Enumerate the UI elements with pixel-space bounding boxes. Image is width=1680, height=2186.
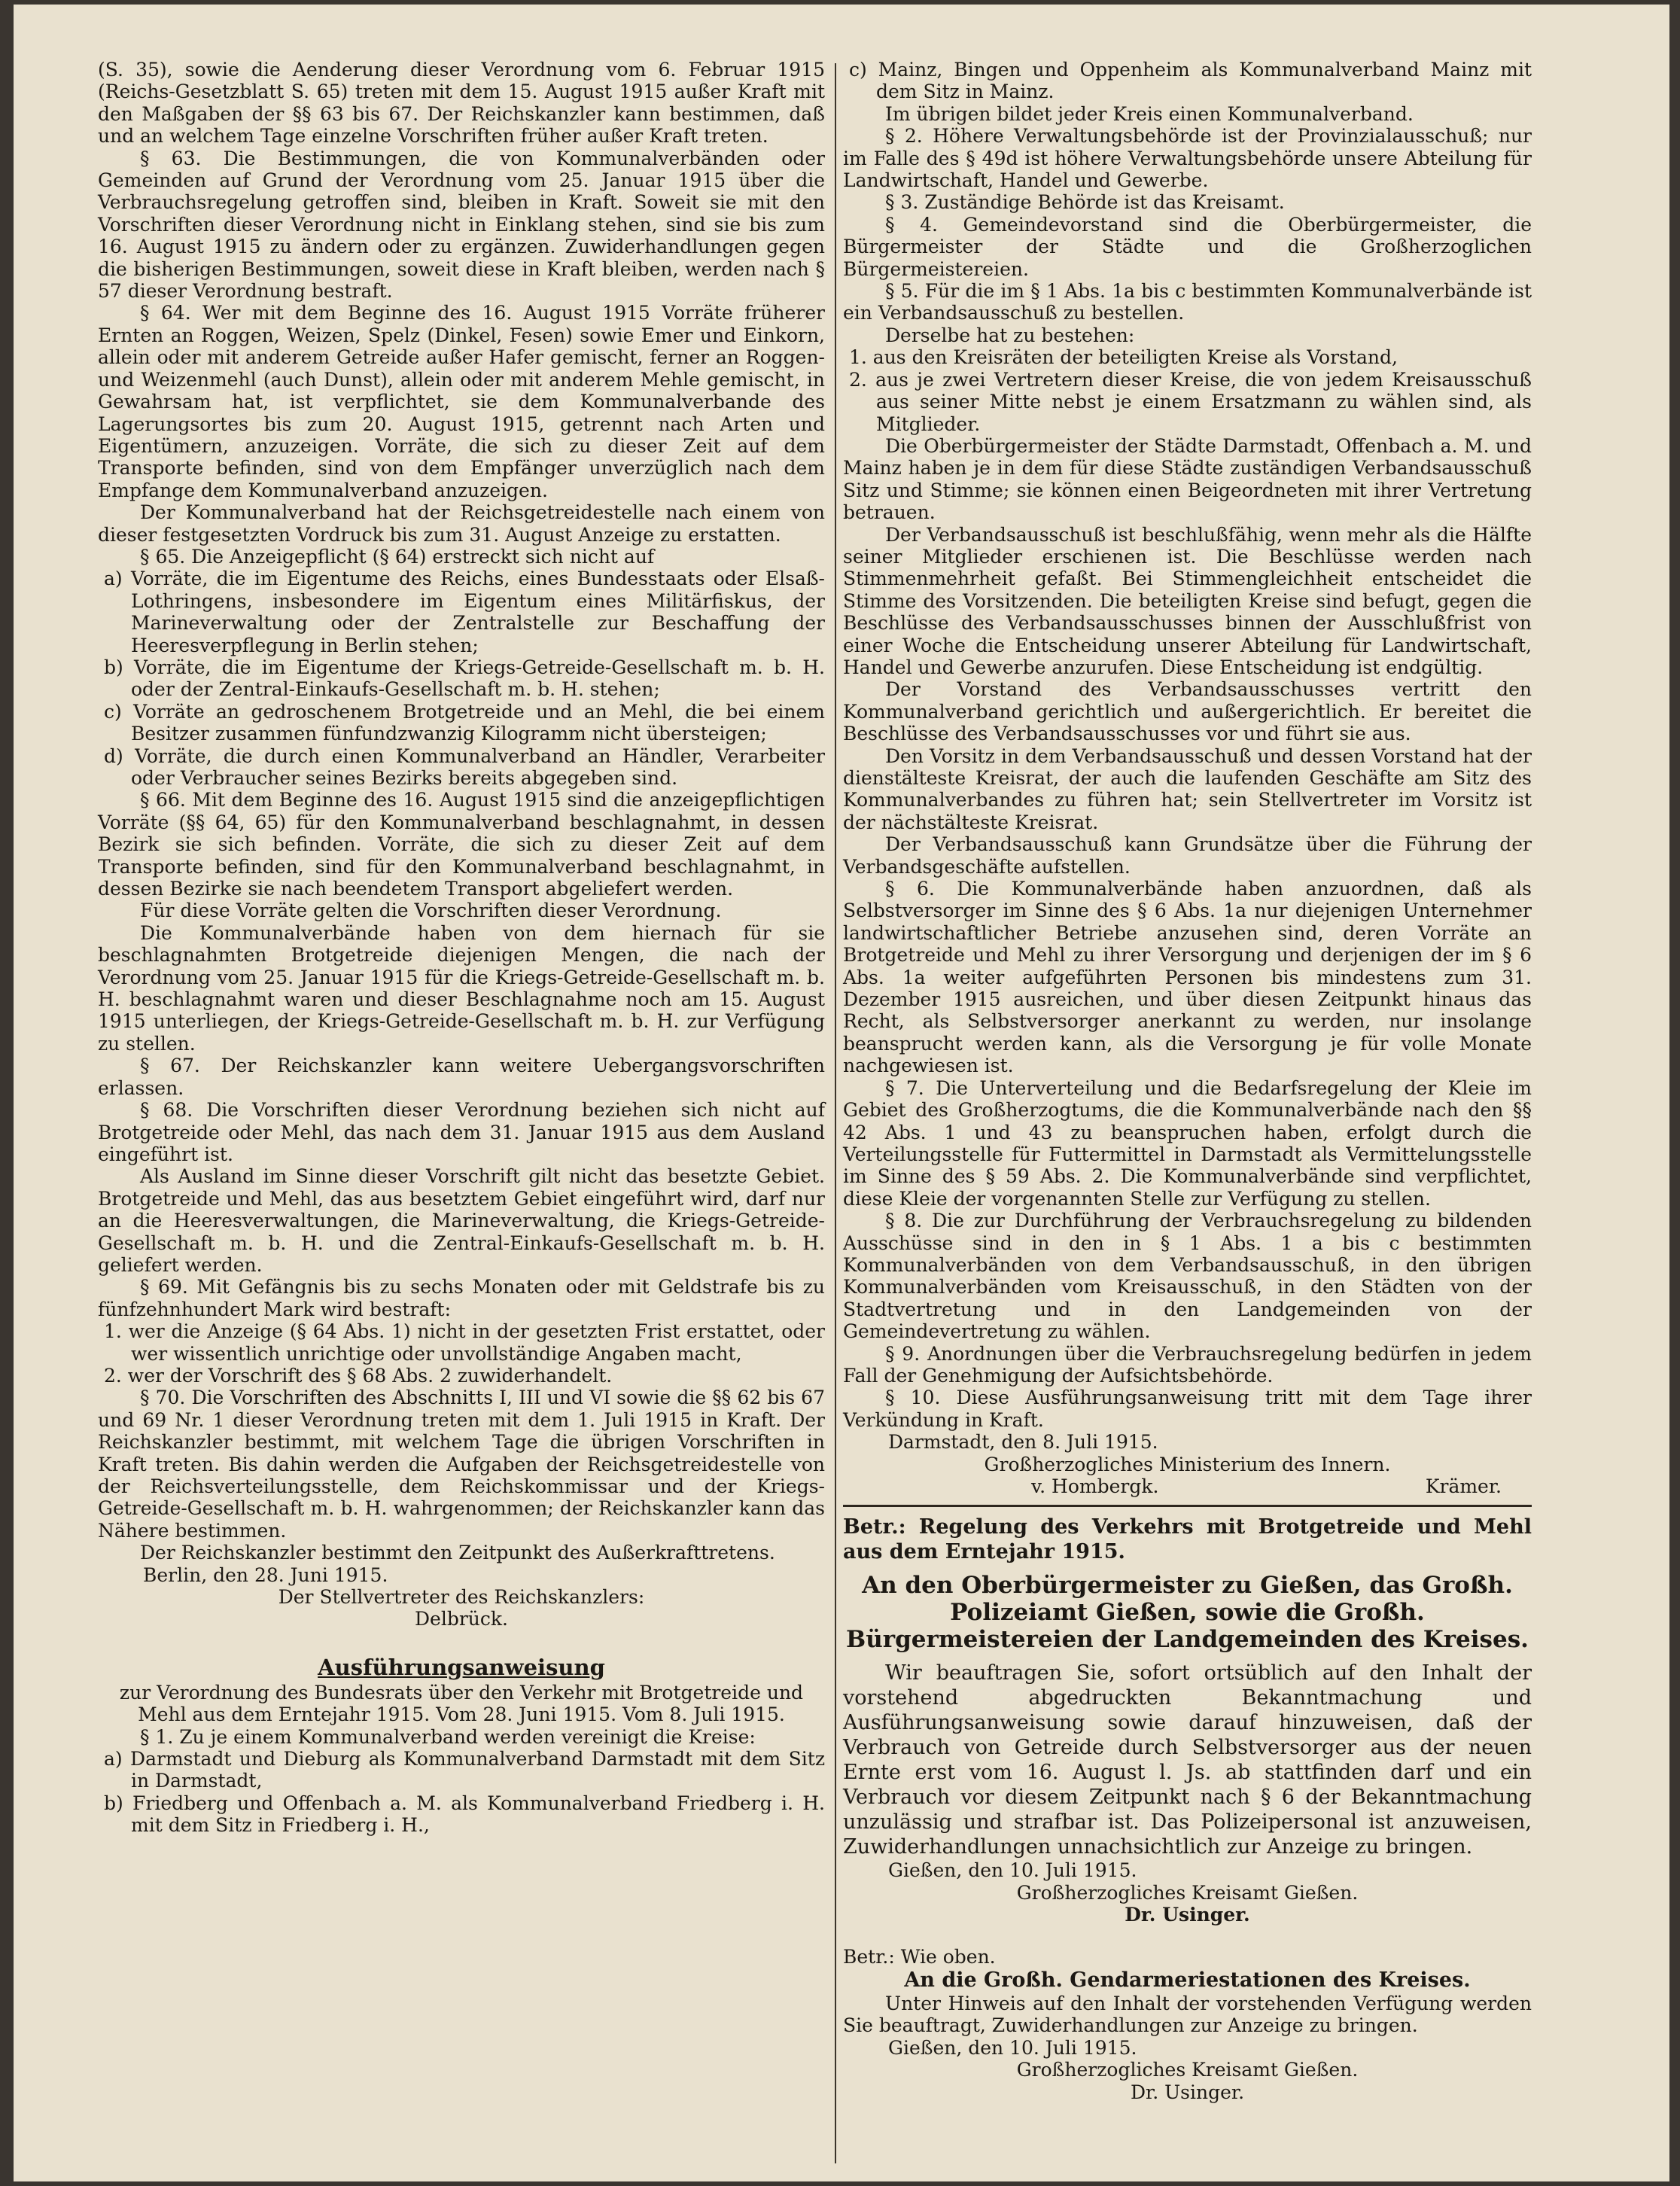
paragraph-68: § 68. Die Vorschriften dieser Verordnung beziehen sich nicht auf Brotgetreide oder Mehl, das nach dem 31. Januar 1915 aus dem Ausland eingeführt ist. xyxy=(98,1099,825,1165)
paragraph-a5g: Der Verbandsausschuß kann Grundsätze über die Führung der Verbandsgeschäfte aufstellen. xyxy=(843,833,1532,878)
paragraph-63: § 63. Die Bestimmungen, die von Kommunalverbänden oder Gemeinden auf Grund der Verordnung vom 25. Januar 1915 über die Verbrauchsregelung getroffen sind, bleiben in Kraft. Soweit sie mit den Vorschriften dieser Verordnung nicht in Einklang stehen, sind sie bis zum 16. August 1915 zu ändern oder zu ergänzen. Zuwiderhandlungen gegen die bisherigen Bestimmungen, soweit diese in Kraft bleiben, werden nach § 57 dieser Verordnung bestraft. xyxy=(98,147,825,303)
paragraph-70: § 70. Die Vorschriften des Abschnitts I, III und VI sowie die §§ 62 bis 67 und 69 Nr. 1 dieser Verordnung treten mit dem 1. Juli 1915 in Kraft. Der Reichskanzler bestimmt, mit welchem Tage die übrigen Vorschriften in Kraft treten. Bis dahin werden die Aufgaben der Reichsgetreidestelle von der Reichsverteilungsstelle, dem Reichskommissar und der Kriegs-Getreide-Gesellschaft m. b. H. wahrgenommen; der Reichskanzler kann das Nähere bestimmen. xyxy=(98,1387,825,1542)
list-item-69-1: 1. wer die Anzeige (§ 64 Abs. 1) nicht in der gesetzten Frist erstattet, oder wer wissentlich unrichtige oder unvollständige Angaben macht, xyxy=(104,1320,825,1365)
paragraph-a8: § 8. Die zur Durchführung der Verbrauchsregelung zu bildenden Ausschüsse sind in den in § 1 Abs. 1 a bis c bestimmten Kommunalverbänden von dem Verbandsausschuß, in den übrigen Kommunalverbänden vom Kreisausschuß, in den Städten von der Stadtvertretung und in den Landgemeinden von der Gemeindevertretung zu wählen. xyxy=(843,1210,1532,1343)
paragraph-66-b: Für diese Vorräte gelten die Vorschriften dieser Verordnung. xyxy=(140,900,722,922)
paragraph-65: § 65. Die Anzeigepflicht (§ 64) erstreckt sich nicht auf xyxy=(140,545,655,568)
list-item-65a: a) Vorräte, die im Eigentume des Reichs, eines Bundesstaats oder Elsaß-Lothringens, insbesondere im Eigentum eines Militärfiskus, der Marineverwaltung oder der Zentralstelle zur Beschaffung der Heeresverpflegung in Berlin stehen; xyxy=(104,568,825,656)
right-column xyxy=(843,59,1532,2103)
paragraph-64-b: Der Kommunalverband hat der Reichsgetreidestelle nach einem von dieser festgesetzten Vordruck bis zum 31. August Anzeige zu erstatten. xyxy=(98,501,825,546)
signature-hombergk: v. Hombergk. xyxy=(1031,1475,1159,1497)
order-body-1: Wir beauftragen Sie, sofort ortsüblich auf den Inhalt der vorstehend abgedruckten Bekanntmachung und Ausführungsanweisung sowie darauf hinzuweisen, daß der Verbrauch von Getreide durch Selbstversorger aus der neuen Ernte erst vom 16. August l. Js. ab stattfinden darf und ein Verbrauch vor diesem Zeitpunkt nach § 6 der Bekanntmachung unzulässig und strafbar ist. Das Polizeipersonal ist anzuweisen, Zuwiderhandlungen unnachsichtlich zur Anzeige zu bringen. xyxy=(843,1661,1532,1859)
subject-line-2: Betr.: Wie oben. xyxy=(843,1945,996,1968)
left-column xyxy=(98,59,825,1837)
addressee-1: An den Oberbürgermeister zu Gießen, das Großh. Polizeiamt Gießen, sowie die Großh. Bürgermeistereien der Landgemeinden des Kreises. xyxy=(846,1572,1529,1654)
date-giessen-1: Gießen, den 10. Juli 1915. xyxy=(888,1859,1137,1882)
paragraph-a3: § 3. Zuständige Behörde ist das Kreisamt. xyxy=(885,191,1285,214)
spacer xyxy=(843,1564,1532,1572)
ministry-name: Großherzogliches Ministerium des Innern. xyxy=(984,1453,1391,1475)
paragraph-a5e: Der Vorstand des Verbandsausschusses vertritt den Kommunalverband gerichtlich und außergerichtlich. Er bereitet die Beschlüsse des Verbandsausschusses vor und führt sie aus. xyxy=(843,678,1532,745)
paragraph-a5: § 5. Für die im § 1 Abs. 1a bis c bestimmten Kommunalverbände ist ein Verbandsausschuß zu bestellen. xyxy=(843,280,1532,324)
paragraph-a2: § 2. Höhere Verwaltungsbehörde ist der Provinzialausschuß; nur im Falle des § 49d ist höhere Verwaltungsbehörde unsere Abteilung für Landwirtschaft, Handel und Gewerbe. xyxy=(843,125,1532,192)
date-giessen-2: Gießen, den 10. Juli 1915. xyxy=(888,2036,1137,2059)
list-item-69-2: 2. wer der Vorschrift des § 68 Abs. 2 zuwiderhandelt. xyxy=(104,1364,613,1387)
list-item-a1c: c) Mainz, Bingen und Oppenheim als Kommunalverband Mainz mit dem Sitz in Mainz. xyxy=(849,59,1532,103)
paragraph-a7: § 7. Die Unterverteilung und die Bedarfsregelung der Kleie im Gebiet des Großherzogtums, die die Kommunalverbände nach den §§ 42 Abs. 1 und 43 zu beanspruchen haben, erfolgt durch die Verteilungsstelle für Futtermittel in Darmstadt als Vermittelungsstelle im Sinne des § 59 Abs. 2. Die Kommunalverbände sind verpflichtet, diese Kleie der vorgenannten Stelle zur Verfügung zu stellen. xyxy=(843,1076,1532,1210)
signatures xyxy=(843,1475,1532,1497)
order-body-2: Unter Hinweis auf den Inhalt der vorstehenden Verfügung werden Sie beauftragt, Zuwiderhandlungen zur Anzeige zu bringen. xyxy=(843,1993,1532,2037)
spacer xyxy=(843,1653,1532,1661)
list-item-65d: d) Vorräte, die durch einen Kommunalverband an Händler, Verarbeiter oder Verbraucher seines Bezirks bereits abgegeben sind. xyxy=(104,744,825,789)
list-item-65c: c) Vorräte an gedroschenem Brotgetreide und an Mehl, die bei einem Besitzer zusammen fünfundzwanzig Kilogramm nicht übersteigen; xyxy=(104,700,825,745)
paragraph-68-b: Als Ausland im Sinne dieser Vorschrift gilt nicht das besetzte Gebiet. Brotgetreide und Mehl, das aus besetztem Gebiet eingeführt wird, darf nur an die Heeresverwaltungen, die Marineverwaltung, die Kriegs-Getreide-Gesellschaft m. b. H. und die Zentral-Einkaufs-Gesellschaft m. b. H. geliefert werden. xyxy=(98,1165,825,1276)
paragraph-a4: § 4. Gemeindevorstand sind die Oberbürgermeister, die Bürgermeister der Städte und die Großherzoglichen Bürgermeistereien. xyxy=(843,213,1532,280)
paragraph-a5b: Derselbe hat zu bestehen: xyxy=(885,324,1135,346)
office-name-2: Großherzogliches Kreisamt Gießen. xyxy=(1016,2059,1359,2081)
list-item-a1a: a) Darmstadt und Dieburg als Kommunalverband Darmstadt mit dem Sitz in Darmstadt, xyxy=(104,1748,825,1792)
spacer xyxy=(843,1926,1532,1946)
list-item-65b: b) Vorräte, die im Eigentume der Kriegs-Getreide-Gesellschaft m. b. H. oder der Zentral-Einkaufs-Gesellschaft m. b. H. stehen; xyxy=(104,656,825,701)
paragraph-a5f: Den Vorsitz in dem Verbandsausschuß und dessen Vorstand hat der dienstälteste Kreisrat, der auch die laufenden Geschäfte am Sitz des Kommunalverbandes zu führen hat; sein Stellvertreter im Vorsitz ist der nächstälteste Kreisrat. xyxy=(843,744,1532,833)
paragraph-62-end: (S. 35), sowie die Aenderung dieser Verordnung vom 6. Februar 1915 (Reichs-Gesetzblatt S. 65) treten mit dem 15. August 1915 außer Kraft mit den Maßgaben der §§ 63 bis 67. Der Reichskanzler kann bestimmen, daß und an welchem Tage einzelne Vorschriften früher außer Kraft treten. xyxy=(98,59,825,148)
newspaper-page xyxy=(14,5,1669,2181)
list-item-a1b: b) Friedberg und Offenbach a. M. als Kommunalverband Friedberg i. H. mit dem Sitz in Friedberg i. H., xyxy=(104,1792,825,1837)
paragraph-a1d: Im übrigen bildet jeder Kreis einen Kommunalverband. xyxy=(885,102,1414,125)
paragraph-a1: § 1. Zu je einem Kommunalverband werden vereinigt die Kreise: xyxy=(140,1725,756,1748)
section-heading: Ausführungsanweisung xyxy=(318,1654,605,1680)
paragraph-a5c: Die Oberbürgermeister der Städte Darmstadt, Offenbach a. M. und Mainz haben je in dem für diese Städte zuständigen Verbandsausschuß Sitz und Stimme; sie können einen Beigeordneten mit ihrer Vertretung betrauen. xyxy=(843,434,1532,524)
signature-usinger-1: Dr. Usinger. xyxy=(1125,1904,1250,1926)
signature-kraemer: Krämer. xyxy=(1425,1475,1502,1497)
paragraph-66: § 66. Mit dem Beginne des 16. August 1915 sind die anzeigepflichtigen Vorräte (§§ 64, 65) für den Kommunalverband beschlagnahmt, in dessen Bezirk sie sich befinden. Vorräte, die sich zu dieser Zeit auf dem Transporte befinden, sind für den Kommunalverband beschlagnahmt, in dessen Bezirke sie nach beendetem Transport abgeliefert werden. xyxy=(98,789,825,900)
paragraph-a9: § 9. Anordnungen über die Verbrauchsregelung bedürfen in jedem Fall der Genehmigung der Aufsichtsbehörde. xyxy=(843,1342,1532,1387)
paragraph-66-c: Die Kommunalverbände haben von dem hiernach für sie beschlagnahmten Brotgetreide diejenigen Mengen, die nach der Verordnung vom 25. Januar 1915 für die Kriegs-Getreide-Gesellschaft m. b. H. beschlagnahmt waren und dieser Beschlagnahme noch am 15. August 1915 unterliegen, der Kriegs-Getreide-Gesellschaft m. b. H. zur Verfügung zu stellen. xyxy=(98,921,825,1055)
addressee-2: An die Großh. Gendarmeriestationen des Kreises. xyxy=(904,1968,1471,1993)
paragraph-a5d: Der Verbandsausschuß ist beschlußfähig, wenn mehr als die Hälfte seiner Mitglieder erschienen ist. Die Beschlüsse werden nach Stimmenmehrheit gefaßt. Bei Stimmengleichheit entscheidet die Stimme des Vorsitzenden. Die beteiligten Kreise sind befugt, gegen die Beschlüsse des Verbandsausschusses binnen der Ausschlußfrist von einer Woche die Entscheidung unserer Abteilung für Landwirtschaft, Handel und Gewerbe anzurufen. Diese Entscheidung ist endgültig. xyxy=(843,523,1532,678)
signature-name: Delbrück. xyxy=(415,1608,508,1630)
paragraph-a10: § 10. Diese Ausführungsanweisung tritt mit dem Tage ihrer Verkündung in Kraft. xyxy=(843,1387,1532,1431)
section-subtitle: zur Verordnung des Bundesrats über den Verkehr mit Brotgetreide und Mehl aus dem Erntejahr 1915. Vom 28. Juni 1915. Vom 8. Juli 1915. xyxy=(119,1681,804,1726)
list-item-a5-1: 1. aus den Kreisräten der beteiligten Kreise als Vorstand, xyxy=(849,346,1398,369)
paragraph-67: § 67. Der Reichskanzler kann weitere Uebergangsvorschriften erlassen. xyxy=(98,1055,825,1099)
paragraph-64: § 64. Wer mit dem Beginne des 16. August 1915 Vorräte früherer Ernten an Roggen, Weizen, Spelz (Dinkel, Fesen) sowie Emer und Einkorn, allein oder mit anderem Getreide außer Hafer gemischt, ferner an Roggen- und Weizenmehl (auch Dunst), allein oder mit anderem Mehle gemischt, in Gewahrsam hat, ist verpflichtet, sie dem Kommunalverbande des Lagerungsortes bis zum 20. August 1915, getrennt nach Arten und Eigentümern, anzuzeigen. Vorräte, die sich zu dieser Zeit auf dem Transporte befinden, sind von dem Empfänger unverzüglich nach dem Empfange dem Kommunalverband anzuzeigen. xyxy=(98,302,825,501)
signature-usinger-2: Dr. Usinger. xyxy=(1130,2081,1245,2103)
list-item-a5-2: 2. aus je zwei Vertretern dieser Kreise, die von jedem Kreisausschuß aus seiner Mitte nebst je einem Ersatzmann zu wählen sind, als Mitglieder. xyxy=(849,368,1532,435)
section-rule xyxy=(843,1505,1532,1507)
signature-title: Der Stellvertreter des Reichskanzlers: xyxy=(278,1586,645,1609)
date-berlin: Berlin, den 28. Juni 1915. xyxy=(143,1563,388,1586)
column-divider xyxy=(835,63,836,2163)
subject-line-1: Betr.: Regelung des Verkehrs mit Brotgetreide und Mehl aus dem Erntejahr 1915. xyxy=(843,1515,1532,1564)
date-darmstadt: Darmstadt, den 8. Juli 1915. xyxy=(888,1431,1158,1454)
office-name-1: Großherzogliches Kreisamt Gießen. xyxy=(1016,1881,1359,1904)
paragraph-69: § 69. Mit Gefängnis bis zu sechs Monaten oder mit Geldstrafe bis zu fünfzehnhundert Mark wird bestraft: xyxy=(98,1276,825,1320)
paragraph-a6: § 6. Die Kommunalverbände haben anzuordnen, daß als Selbstversorger im Sinne des § 6 Abs. 1a nur diejenigen Unternehmer landwirtschaftlicher Betriebe anzusehen sind, deren Vorräte an Brotgetreide und Mehl zu ihrer Versorgung und derjenigen der im § 6 Abs. 1a weiter aufgeführten Personen bis mindestens zum 31. Dezember 1915 ausreichen, und über diesen Zeitpunkt hinaus das Recht, als Selbstversorger anerkannt zu werden, nur insolange beansprucht werden kann, als die Versorgung je für volle Monate nachgewiesen ist. xyxy=(843,878,1532,1077)
paragraph-70-b: Der Reichskanzler bestimmt den Zeitpunkt des Außerkrafttretens. xyxy=(140,1542,775,1564)
